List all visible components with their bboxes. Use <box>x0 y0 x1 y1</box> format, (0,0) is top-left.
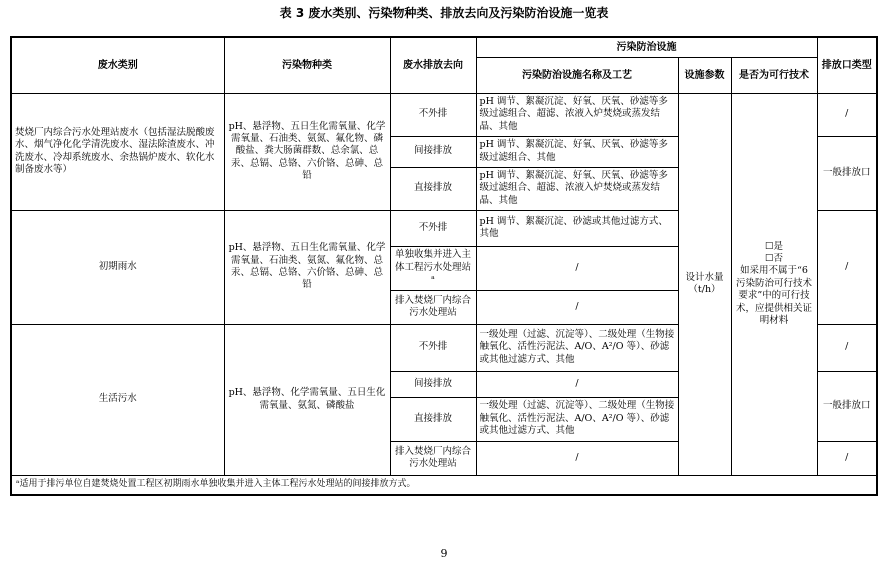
discharge-cell: 直接排放 <box>390 167 476 210</box>
discharge-cell: 直接排放 <box>390 397 476 441</box>
pollutants-cell: pH、悬浮物、五日生化需氧量、化学需氧量、石油类、氨氮、氟化物、磷酸盐、粪大肠菌群数、总余氯、总汞、总镉、总铬、六价铬、总砷、总铅 <box>224 93 390 210</box>
outlet-cell: / <box>817 441 877 475</box>
param-cell: 设计水量（t/h） <box>678 93 731 475</box>
category-cell: 焚烧厂内综合污水处理站废水（包括湿法脱酸废水、烟气净化化学清洗废水、湿法除渣废水、冲洗废水、冷却系统废水、余热锅炉废水、软化水制备废水等） <box>11 93 224 210</box>
feasible-cell: ☐是 ☐否 如采用不属于“6 污染防治可行技术要求”中的可行技术，应提供相关证明材料 <box>731 93 817 475</box>
table-title: 表 3 废水类别、污染物种类、排放去向及污染防治设施一览表 <box>279 6 609 20</box>
facility-cell: pH 调节、絮凝沉淀、好氧、厌氧、砂滤等多级过滤组合、超滤、浓液入炉焚烧或蒸发结晶、其他 <box>476 93 678 136</box>
table-row <box>11 93 877 136</box>
facility-cell: pH 调节、絮凝沉淀、好氧、厌氧、砂滤等多级过滤组合、其他 <box>476 136 678 167</box>
facility-cell: / <box>476 371 678 397</box>
wastewater-table <box>10 36 878 496</box>
header-pollutants: 污染物种类 <box>224 37 390 93</box>
header-discharge: 废水排放去向 <box>390 37 476 93</box>
outlet-cell: 一般排放口 <box>817 371 877 441</box>
header-category: 废水类别 <box>11 37 224 93</box>
category-cell: 初期雨水 <box>11 210 224 324</box>
discharge-cell: 不外排 <box>390 324 476 371</box>
header-facility-group: 污染防治设施 <box>476 37 817 57</box>
outlet-cell: / <box>817 210 877 324</box>
header-feasible: 是否为可行技术 <box>731 57 817 93</box>
discharge-cell: 单独收集并进入主体工程污水处理站ᵃ <box>390 246 476 290</box>
outlet-cell: 一般排放口 <box>817 136 877 210</box>
pollutants-cell: pH、悬浮物、五日生化需氧量、化学需氧量、石油类、氨氮、氟化物、总汞、总镉、总铬、六价铬、总砷、总铅 <box>224 210 390 324</box>
discharge-cell: 排入焚烧厂内综合污水处理站 <box>390 290 476 324</box>
facility-cell: / <box>476 441 678 475</box>
facility-cell: pH 调节、絮凝沉淀、砂滤或其他过滤方式、其他 <box>476 210 678 246</box>
discharge-cell: 不外排 <box>390 210 476 246</box>
header-outlet-type: 排放口类型 <box>817 37 877 93</box>
table-footnote: ᵃ适用于排污单位自建焚烧处置工程区初期雨水单独收集并进入主体工程污水处理站的间接排放方式。 <box>11 475 877 495</box>
facility-cell: 一级处理（过滤、沉淀等）、二级处理（生物接触氧化、活性污泥法、A/O、A²/O 等）、砂滤或其他过滤方式、其他 <box>476 324 678 371</box>
facility-cell: pH 调节、絮凝沉淀、好氧、厌氧、砂滤等多级过滤组合、超滤、浓液入炉焚烧或蒸发结晶、其他 <box>476 167 678 210</box>
facility-cell: / <box>476 290 678 324</box>
facility-cell: / <box>476 246 678 290</box>
page-number: 9 <box>440 547 448 560</box>
header-facility-name: 污染防治设施名称及工艺 <box>476 57 678 93</box>
discharge-cell: 排入焚烧厂内综合污水处理站 <box>390 441 476 475</box>
facility-cell: 一级处理（过滤、沉淀等）、二级处理（生物接触氧化、活性污泥法、A/O、A²/O 等）、砂滤或其他过滤方式、其他 <box>476 397 678 441</box>
category-cell: 生活污水 <box>11 324 224 475</box>
discharge-cell: 不外排 <box>390 93 476 136</box>
pollutants-cell: pH、悬浮物、化学需氧量、五日生化需氧量、氨氮、磷酸盐 <box>224 324 390 475</box>
discharge-cell: 间接排放 <box>390 136 476 167</box>
discharge-cell: 间接排放 <box>390 371 476 397</box>
outlet-cell: / <box>817 93 877 136</box>
header-facility-param: 设施参数 <box>678 57 731 93</box>
outlet-cell: / <box>817 324 877 371</box>
